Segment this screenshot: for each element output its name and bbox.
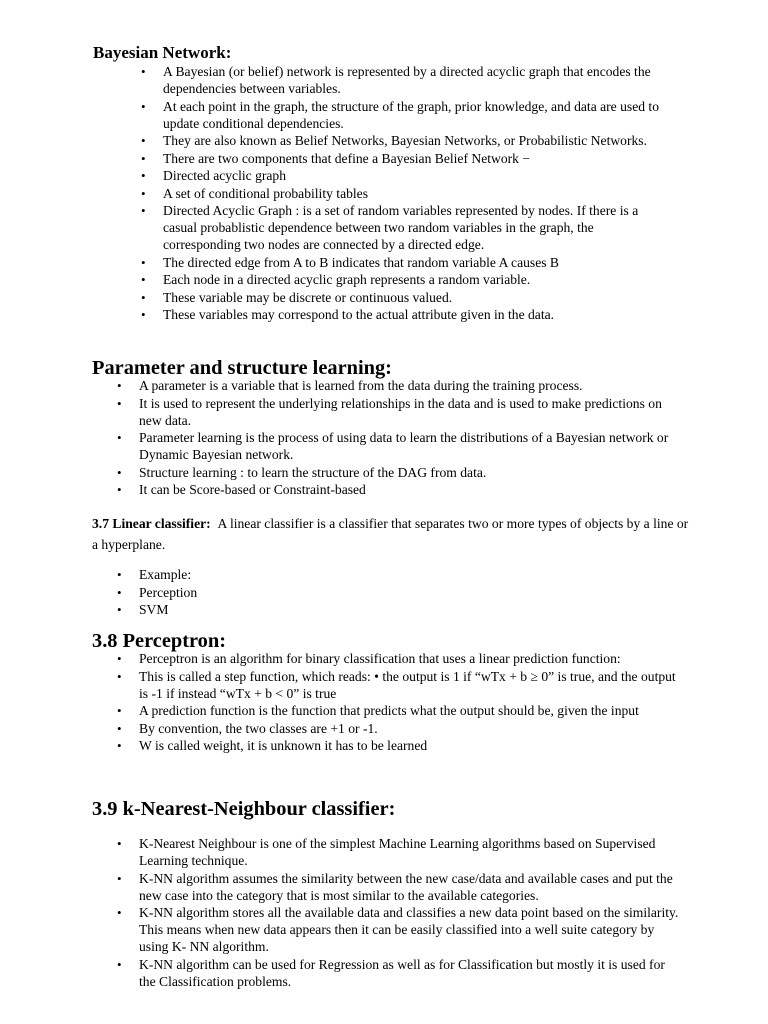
list-item xyxy=(117,481,684,498)
bullet-icon: • xyxy=(117,738,122,753)
bullet-icon: • xyxy=(117,720,122,736)
list-item-text: K-NN algorithm assumes the similarity between the new case/data and available cases and put the new case into the category that is most similar to the available categories. xyxy=(139,870,673,903)
bullet-icon: • xyxy=(141,254,146,270)
list-item xyxy=(117,566,684,583)
list-item xyxy=(117,377,684,394)
list-item-text: K-NN algorithm can be used for Regression as well as for Classification but mostly it is used for the Classification problems. xyxy=(139,956,665,989)
list-item xyxy=(117,870,684,904)
list-item-text: At each point in the graph, the structure of the graph, prior knowledge, and data are used to update conditional dependencies. xyxy=(163,98,660,131)
list-item xyxy=(117,668,684,702)
list-item xyxy=(141,254,663,271)
bullet-icon: • xyxy=(117,482,122,497)
list-item xyxy=(117,835,684,869)
list-item-text: SVM xyxy=(139,602,169,617)
list-item xyxy=(141,306,663,323)
list-item-text: Directed acyclic graph xyxy=(163,168,287,183)
bullet-icon: • xyxy=(117,703,122,718)
list-item-text: W is called weight, it is unknown it has to be learned xyxy=(139,738,428,753)
linear-classifier-paragraph xyxy=(92,513,692,555)
bullet-icon: • xyxy=(117,430,122,445)
list-item-text: Structure learning : to learn the structure of the DAG from data. xyxy=(139,464,487,480)
list-item xyxy=(117,584,684,601)
bullet-icon: • xyxy=(117,584,122,600)
list-item-text: These variables may correspond to the actual attribute given in the data. xyxy=(163,307,555,322)
bullet-icon: • xyxy=(117,567,122,582)
list-item-text: They are also known as Belief Networks, Bayesian Networks, or Probabilistic Networks. xyxy=(163,133,647,148)
bullet-icon: • xyxy=(141,185,146,201)
list-item-text: A Bayesian (or belief) network is represented by a directed acyclic graph that encodes the dependencies between variables. xyxy=(163,64,651,96)
list-item xyxy=(117,601,684,618)
list-item-text: Perception xyxy=(139,584,198,600)
list-item-text: The directed edge from A to B indicates that random variable A causes B xyxy=(163,254,559,270)
bullet-icon: • xyxy=(117,668,122,684)
list-item-text: By convention, the two classes are +1 or -1. xyxy=(139,720,378,736)
bullet-icon: • xyxy=(117,602,122,617)
bullet-icon: • xyxy=(117,905,122,920)
list-item xyxy=(117,720,684,737)
list-item xyxy=(117,650,684,667)
list-item-text: A set of conditional probability tables xyxy=(163,185,369,201)
list-item xyxy=(141,132,663,149)
linear-classifier-list xyxy=(117,566,684,619)
list-item-text: It can be Score-based or Constraint-based xyxy=(139,482,366,497)
list-item-text: A prediction function is the function that predicts what the output should be, given the input xyxy=(139,703,639,718)
list-item xyxy=(141,167,663,184)
list-item-text: A parameter is a variable that is learned from the data during the training process. xyxy=(139,378,583,393)
list-item-text: There are two components that define a Bayesian Belief Network − xyxy=(163,150,531,166)
bullet-icon: • xyxy=(141,168,146,183)
bullet-icon: • xyxy=(141,289,146,305)
knn-heading: 3.9 k-Nearest-Neighbour classifier: xyxy=(92,798,396,820)
list-item xyxy=(141,63,663,97)
bayesian-network-list xyxy=(141,63,663,324)
list-item xyxy=(141,202,663,253)
list-item-text: It is used to represent the underlying relationships in the data and is used to make predictions on new data. xyxy=(139,395,662,428)
knn-list xyxy=(117,835,684,990)
list-item xyxy=(117,395,684,429)
bullet-icon: • xyxy=(117,464,122,480)
list-item xyxy=(141,150,663,167)
list-item-text: Directed Acyclic Graph : is a set of random variables represented by nodes. If there is a casual probablistic dependence between two random variables in the graph, the corresponding two nodes are connected by a directed edge. xyxy=(163,203,639,252)
bullet-icon: • xyxy=(141,203,146,218)
bullet-icon: • xyxy=(141,272,146,287)
list-item xyxy=(141,98,663,132)
perceptron-heading: 3.8 Perceptron: xyxy=(92,630,227,652)
list-item xyxy=(117,702,684,719)
bayesian-network-heading: Bayesian Network: xyxy=(93,43,232,62)
list-item xyxy=(141,271,663,288)
bullet-icon: • xyxy=(141,98,146,114)
list-item xyxy=(117,737,684,754)
linear-classifier-heading: 3.7 Linear classifier: xyxy=(92,516,211,531)
list-item-text: K-NN algorithm stores all the available data and classifies a new data point based on the similarity. This means when new data appears then it can be easily classified into a well suite category by using K- NN algorithm. xyxy=(139,905,679,954)
list-item xyxy=(117,904,684,955)
bullet-icon: • xyxy=(117,651,122,666)
bullet-icon: • xyxy=(141,150,146,166)
list-item xyxy=(117,429,684,463)
bullet-icon: • xyxy=(117,870,122,886)
bullet-icon: • xyxy=(141,133,146,148)
bullet-icon: • xyxy=(117,395,122,411)
linear-classifier-intro: A linear classifier is a classifier that separates two or more types of objects by a line or a hyperplane. xyxy=(92,516,689,552)
bullet-icon: • xyxy=(141,307,146,322)
bullet-icon: • xyxy=(141,64,146,79)
bullet-icon: • xyxy=(117,956,122,972)
parameter-structure-heading: Parameter and structure learning: xyxy=(92,357,392,379)
perceptron-list xyxy=(117,650,684,755)
list-item-text: Perceptron is an algorithm for binary classification that uses a linear prediction function: xyxy=(139,651,621,666)
list-item-text: Each node in a directed acyclic graph represents a random variable. xyxy=(163,272,531,287)
list-item xyxy=(141,185,663,202)
list-item xyxy=(117,464,684,481)
parameter-structure-list xyxy=(117,377,684,499)
list-item-text: K-Nearest Neighbour is one of the simplest Machine Learning algorithms based on Supervised Learning technique. xyxy=(139,836,656,868)
bullet-icon: • xyxy=(117,378,122,393)
list-item xyxy=(141,289,663,306)
list-item-text: These variable may be discrete or continuous valued. xyxy=(163,289,453,305)
list-item xyxy=(117,956,684,990)
list-item-text: Example: xyxy=(139,567,192,582)
bullet-icon: • xyxy=(117,836,122,851)
list-item-text: This is called a step function, which reads: • the output is 1 if “wTx + b ≥ 0” is true, and the output is -1 if instead “wTx + b < 0” is true xyxy=(139,668,676,701)
list-item-text: Parameter learning is the process of using data to learn the distributions of a Bayesian network or Dynamic Bayesian network. xyxy=(139,430,669,462)
